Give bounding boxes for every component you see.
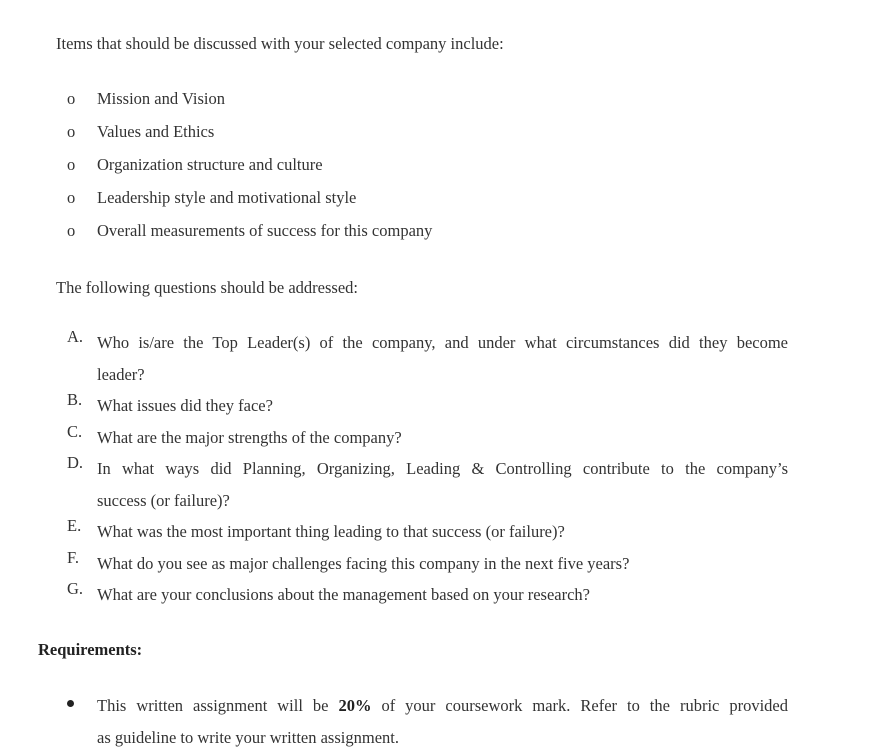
question-text: Who is/are the Top Leader(s) of the company, and under what circumstances did they become <box>97 333 788 352</box>
requirements-text-after: of your coursework mark. Refer to the rubric provided <box>371 696 788 715</box>
question-item <box>97 579 788 611</box>
question-letter: D. <box>67 453 84 472</box>
items-intro: Items that should be discussed with your selected company include: <box>56 34 504 53</box>
question-item <box>97 390 788 422</box>
list-bullet: o <box>67 89 76 108</box>
requirements-text-line <box>97 690 788 722</box>
question-text: What was the most important thing leading to that success (or failure)? <box>97 522 565 541</box>
question-item <box>97 453 788 516</box>
list-item: Leadership style and motivational style <box>97 188 357 207</box>
question-letter: B. <box>67 390 83 409</box>
list-bullet: o <box>67 122 76 141</box>
question-text: What issues did they face? <box>97 396 273 415</box>
requirements-weight: 20% <box>338 696 372 715</box>
question-letter: G. <box>67 579 84 598</box>
list-item: Mission and Vision <box>97 89 225 108</box>
list-bullet: o <box>67 221 76 240</box>
question-item <box>97 327 788 390</box>
bullet-dot-icon <box>67 700 74 707</box>
questions-intro: The following questions should be addressed: <box>56 278 358 297</box>
question-text: What do you see as major challenges facing this company in the next five years? <box>97 554 630 573</box>
requirements-text-continued: as guideline to write your written assignment. <box>97 728 399 747</box>
question-letter: C. <box>67 422 83 441</box>
question-text: What are the major strengths of the company? <box>97 428 402 447</box>
requirements-heading: Requirements: <box>38 640 143 659</box>
question-item <box>97 422 788 454</box>
list-bullet: o <box>67 188 76 207</box>
question-text-continued: leader? <box>97 364 145 384</box>
requirements-text-before: This written assignment will be <box>97 696 339 715</box>
requirements-item <box>97 690 788 754</box>
list-bullet: o <box>67 155 76 174</box>
question-letter: F. <box>67 548 79 567</box>
question-text-continued: success (or failure)? <box>97 490 230 510</box>
question-letter: E. <box>67 516 82 535</box>
list-item: Values and Ethics <box>97 122 215 141</box>
question-text: In what ways did Planning, Organizing, Leading & Controlling contribute to the company’s <box>97 459 788 478</box>
question-text: What are your conclusions about the management based on your research? <box>97 585 590 604</box>
list-item: Overall measurements of success for this company <box>97 221 433 240</box>
question-item <box>97 516 788 548</box>
question-letter: A. <box>67 327 84 346</box>
question-item <box>97 548 788 580</box>
list-item: Organization structure and culture <box>97 155 323 174</box>
